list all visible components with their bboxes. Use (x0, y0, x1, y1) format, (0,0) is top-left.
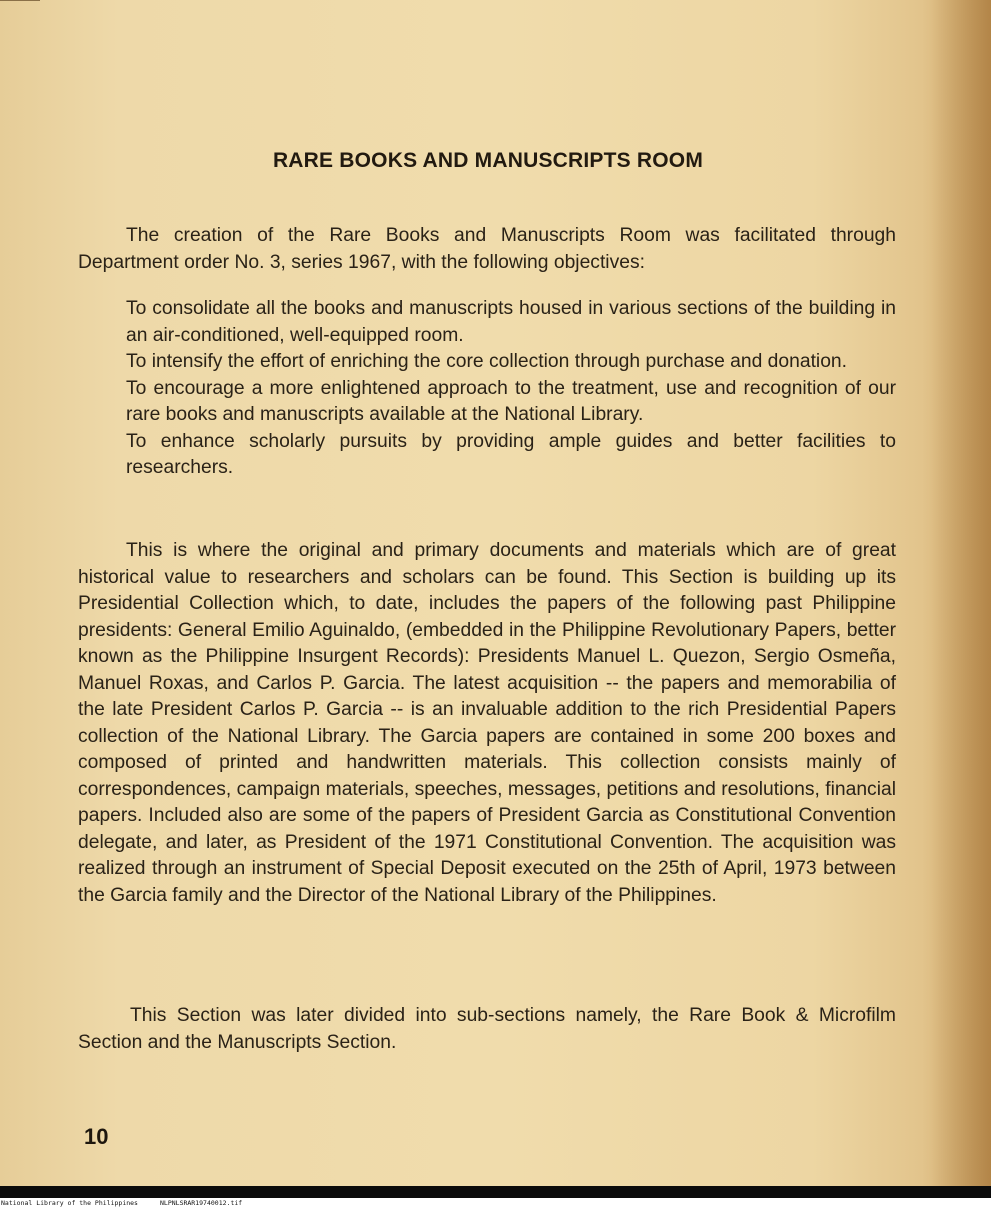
objective-item: To enhance scholarly pursuits by providing ample guides and better facilities to researchers. (126, 430, 896, 478)
scan-bottom-bar (0, 1186, 991, 1198)
footer-library: National Library of the Philippines (1, 1199, 138, 1207)
page-number: 10 (84, 1124, 109, 1149)
footer-filename: NLPNLSRAR19740012.tif (160, 1199, 243, 1207)
objective-item: To encourage a more enlightened approach to the treatment, use and recognition of our rare books and manuscripts available at the National Library. (126, 377, 896, 425)
page-edge-shadow (931, 0, 991, 1186)
corner-mark (0, 0, 40, 11)
body-paragraph: This is where the original and primary documents and materials which are of great historical value to researchers and scholars can be found. This Section is building up its Presidential Collection which, to date, includes the papers of the following past Philippine presidents: General Emilio Aguinaldo, (embedded in the Philippine Revolutionary Papers, better known as the Philippine Insurgent Records): Presidents Manuel L. Quezon, Sergio Osmeña, Manuel Roxas, and Carlos P. Garcia. The latest acquisition -- the papers and memorabilia of the late President Carlos P. Garcia -- is an invaluable addition to the rich Presidential Papers collection of the National Library. The Garcia papers are contained in some 200 boxes and composed of printed and handwritten materials. This collection consists mainly of correspondences, campaign materials, speeches, messages, petitions and resolutions, financial papers. Included also are some of the papers of President Garcia as Constitutional Convention delegate, and later, as President of the 1971 Constitutional Convention. The acquisition was realized through an instrument of Special Deposit executed on the 25th of April, 1973 between the Garcia family and the Director of the National Library of the Philippines. (78, 540, 896, 906)
scan-footer (0, 1199, 991, 1208)
closing-paragraph: This Section was later divided into sub-sections namely, the Rare Book & Microfilm Section and the Manuscripts Section. (78, 1005, 896, 1053)
objective-item: To intensify the effort of enriching the core collection through purchase and donation. (126, 351, 848, 372)
intro-paragraph: The creation of the Rare Books and Manuscripts Room was facilitated through Department order No. 3, series 1967, with the following objectives: (78, 225, 896, 273)
objective-item: To consolidate all the books and manuscripts housed in various sections of the building in an air-conditioned, well-equipped room. (126, 298, 896, 346)
page-title: RARE BOOKS AND MANUSCRIPTS ROOM (272, 149, 704, 172)
objectives-list (126, 296, 896, 482)
